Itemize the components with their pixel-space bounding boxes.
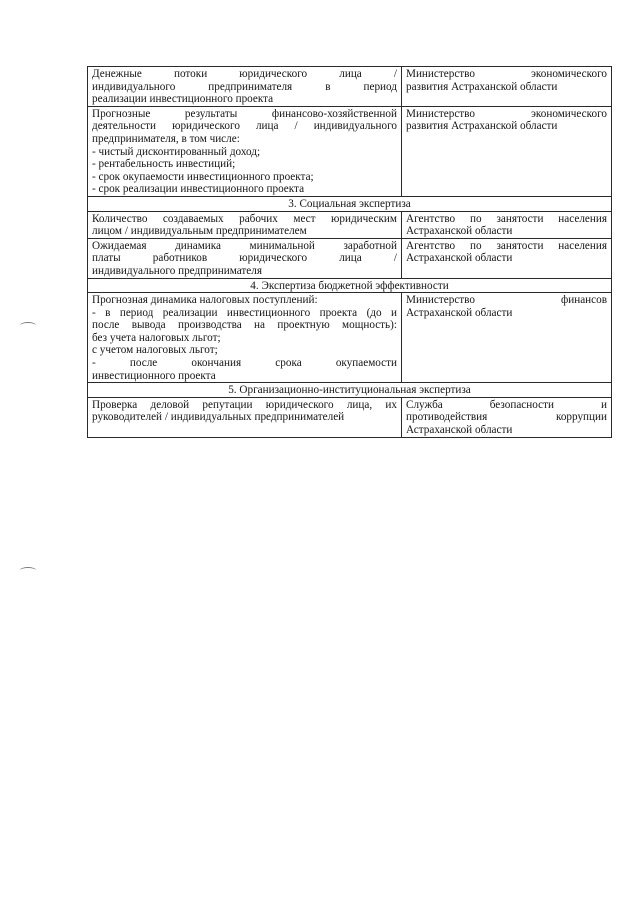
indicator-text-line: предпринимателя, в том числе: xyxy=(92,132,240,145)
authority-text-line: развития Астраханской области xyxy=(406,80,558,93)
margin-mark xyxy=(20,322,36,329)
indicator-text-line: без учета налоговых льгот; xyxy=(92,331,221,344)
section-heading: 4. Экспертиза бюджетной эффективности xyxy=(88,278,612,293)
authority-text-line: Министерство экономического xyxy=(406,68,607,80)
table-row xyxy=(88,293,612,383)
indicator-text-line: лицом / индивидуальным предпринимателем xyxy=(92,225,307,238)
authority-text-line: Служба безопасности и xyxy=(406,398,607,411)
authority-text-line: Министерство финансов xyxy=(406,294,607,307)
indicator-text-line: после вывода производства на проектную мощность): xyxy=(92,319,397,332)
authority-text-line: Астраханской области xyxy=(406,306,513,319)
indicator-cell xyxy=(88,293,402,383)
authority-cell xyxy=(402,67,612,107)
section-heading: 3. Социальная экспертиза xyxy=(88,196,612,211)
indicator-cell xyxy=(88,238,402,278)
indicator-text-line: Ожидаемая динамика минимальной заработной xyxy=(92,239,397,252)
indicator-text-line: Проверка деловой репутации юридического лица, их xyxy=(92,398,397,411)
indicator-text-line: - срок реализации инвестиционного проекта xyxy=(92,183,305,196)
indicator-text-line: с учетом налоговых льгот; xyxy=(92,344,218,357)
indicator-text-line: Прогнозные результаты финансово-хозяйственной xyxy=(92,107,397,120)
indicator-text-line: деятельности юридического лица / индивидуального xyxy=(92,120,397,133)
expertise-table xyxy=(87,66,612,438)
indicator-text-line: инвестиционного проекта xyxy=(92,369,216,382)
table-row xyxy=(88,67,612,107)
indicator-text-line: реализации инвестиционного проекта xyxy=(92,93,274,106)
indicator-text-line: индивидуального предпринимателя в период xyxy=(92,80,397,93)
section-row xyxy=(88,196,612,211)
indicator-cell xyxy=(88,211,402,238)
margin-mark xyxy=(20,567,36,574)
authority-cell xyxy=(402,106,612,196)
authority-text-line: Астраханской области xyxy=(406,424,513,437)
authority-cell xyxy=(402,397,612,437)
indicator-text-line: - чистый дисконтированный доход; xyxy=(92,145,261,158)
indicator-text-line: - рентабельность инвестиций; xyxy=(92,158,236,171)
table-row xyxy=(88,397,612,437)
table-row xyxy=(88,106,612,196)
section-row xyxy=(88,383,612,398)
section-row xyxy=(88,278,612,293)
table-row xyxy=(88,238,612,278)
authority-text-line: Агентство по занятости населения xyxy=(406,212,607,225)
section-heading: 5. Организационно-институциональная экспертиза xyxy=(88,383,612,398)
indicator-text-line: Прогнозная динамика налоговых поступлений: xyxy=(92,294,318,307)
indicator-text-line: индивидуального предпринимателя xyxy=(92,264,262,277)
indicator-text-line: - в период реализации инвестиционного проекта (до и xyxy=(92,306,397,319)
indicator-text-line: - срок окупаемости инвестиционного проекта; xyxy=(92,170,314,183)
authority-cell xyxy=(402,238,612,278)
authority-cell xyxy=(402,293,612,383)
authority-text-line: Министерство экономического xyxy=(406,107,607,120)
authority-text-line: Астраханской области xyxy=(406,225,513,238)
authority-text-line: противодействия коррупции xyxy=(406,411,607,424)
authority-text-line: Астраханской области xyxy=(406,252,513,265)
authority-text-line: Агентство по занятости населения xyxy=(406,239,607,252)
indicator-text-line: Количество создаваемых рабочих мест юридическим xyxy=(92,212,397,225)
indicator-text-line: - после окончания срока окупаемости xyxy=(92,357,397,370)
indicator-cell xyxy=(88,67,402,107)
authority-text-line: развития Астраханской области xyxy=(406,120,558,133)
indicator-text-line: руководителей / индивидуальных предпринимателей xyxy=(92,411,345,424)
indicator-text-line: платы работников юридического лица / xyxy=(92,252,397,265)
table-row xyxy=(88,211,612,238)
indicator-cell xyxy=(88,106,402,196)
indicator-text-line: Денежные потоки юридического лица / xyxy=(92,68,397,80)
authority-cell xyxy=(402,211,612,238)
indicator-cell xyxy=(88,397,402,437)
